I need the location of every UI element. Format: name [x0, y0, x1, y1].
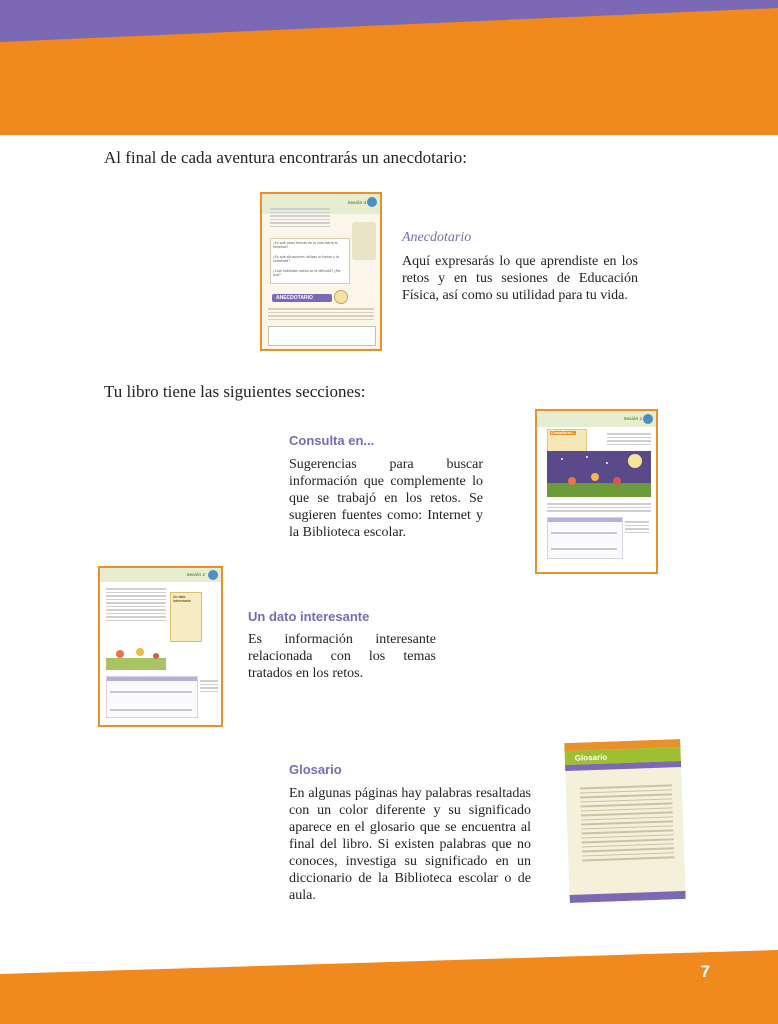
anecdotario-thumbnail	[260, 192, 382, 351]
dato-thumbnail	[98, 566, 223, 727]
thumb-question-2: ¿En qué situaciones utilizas la fuerza y la velocidad?	[273, 255, 339, 263]
thumb-label: Un dato interesante	[173, 595, 192, 603]
consulta-title: Consulta en...	[289, 433, 375, 448]
sections-intro: Tu libro tiene las siguientes secciones:	[104, 382, 366, 401]
footer-banner	[0, 940, 778, 1024]
consulta-body: Sugerencias para buscar información que complemente lo que se trabajó en los retos. Se sugieren fuentes como: Internet y la Biblioteca escolar.	[289, 457, 483, 540]
thumb-heading: Sesión 4	[347, 200, 366, 205]
glosario-body: En algunas páginas hay palabras resaltadas con un color diferente y su significado aparece en el glosario que se encuentra al final del libro. Si existen palabras que no conoces, investiga su significado en un diccionario de la Biblioteca escolar o de aula.	[289, 786, 531, 903]
thumb-label: Consulta en...	[551, 431, 575, 435]
page-number: 7	[700, 962, 710, 981]
thumb-heading: Sesión 1	[623, 416, 642, 421]
dato-body: Es información interesante relacionada con los temas tratados en los retos.	[248, 632, 436, 681]
thumb-heading: Sesión 2	[186, 572, 205, 577]
header-banner	[0, 0, 778, 135]
children-illustration	[352, 222, 376, 260]
smiley-icon	[334, 290, 348, 304]
glosario-thumbnail	[564, 739, 686, 903]
thumb-banner: ANECDOTARIO	[276, 295, 313, 301]
glosario-title: Glosario	[289, 762, 342, 777]
dato-title: Un dato interesante	[248, 609, 370, 624]
children-illustration	[106, 640, 166, 670]
anecdotario-body: Aquí expresarás lo que aprendiste en los retos y en tus sesiones de Educación Física, así como su utilidad para tu vida.	[402, 254, 638, 303]
thumb-heading: Glosario	[574, 752, 608, 763]
consulta-thumbnail	[535, 409, 658, 574]
anecdotario-intro: Al final de cada aventura encontrarás un anecdotario:	[104, 148, 467, 167]
globe-icon	[367, 197, 377, 207]
globe-icon	[208, 570, 218, 580]
night-sky-illustration	[547, 451, 651, 497]
globe-icon	[643, 414, 653, 424]
thumb-question-1: ¿En qué otras formas de la vida diaria lo empleas?	[273, 241, 338, 249]
anecdotario-title: Anecdotario	[402, 230, 472, 245]
thumb-question-3: ¿Cuál habilidad motriz se te dificultó? ¿Por qué?	[273, 269, 341, 277]
